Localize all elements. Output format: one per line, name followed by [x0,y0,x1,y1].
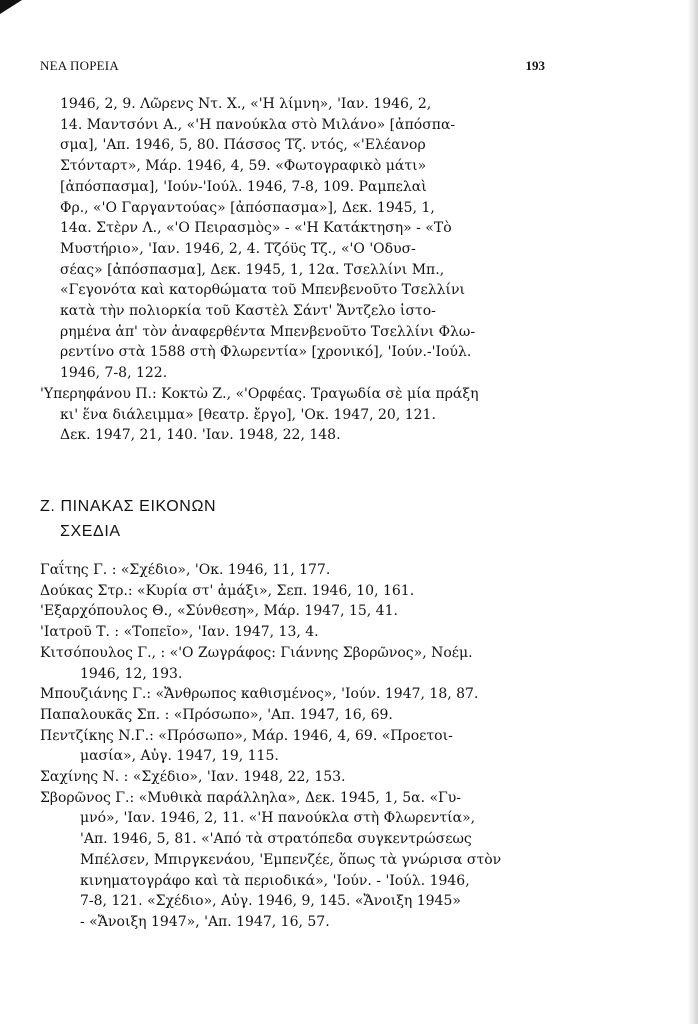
list-item [40,622,546,643]
text-line: 'Εξαρχόπουλος Θ., «Σύνθεση», Μάρ. 1947, 15, 41. [40,603,398,620]
text-line: μασία», Αὐγ. 1947, 19, 115. [80,748,279,765]
translator-entry [40,384,546,446]
continuation-paragraph [60,94,546,384]
text-line: Μυστήριο», 'Ιαν. 1946, 2, 4. Τζόϋς Τζ., «'Ο 'Οδυσ- [60,240,416,257]
illustrations-index [40,560,546,933]
text-line: Στόνταρτ», Μάρ. 1946, 4, 59. «Φωτογραφικὸ μάτι» [60,158,427,175]
list-item [40,684,546,705]
text-line: Δεκ. 1947, 21, 140. 'Ιαν. 1948, 22, 148. [60,427,341,444]
text-line: σμα], 'Απ. 1946, 5, 80. Πάσσος Τζ. ντός, «'Ελέανορ [60,137,426,154]
text-line: Σαχίνης Ν. : «Σχέδιο», 'Ιαν. 1948, 22, 153. [40,769,346,786]
page-corner-mark [0,0,22,14]
text-line: «Γεγονότα καὶ κατορθώματα τοῦ Μπενβενοῦτο Τσελλίνι [60,282,465,299]
text-line: Παπαλουκᾶς Σπ. : «Πρόσωπο», 'Απ. 1947, 16, 69. [40,706,393,723]
text-line: 1946, 2, 9. Λῶρενς Ντ. Χ., «'Η λίμνη», 'Ιαν. 1946, 2, [60,96,432,112]
list-item [40,726,546,767]
text-line: Σβορῶνος Γ.: «Μυθικὰ παράλληλα», Δεκ. 1945, 1, 5α. «Γυ- [40,789,462,806]
text-line: 1946, 12, 193. [80,665,183,682]
continuation-text [40,94,546,446]
text-line: Μπουζιάνης Γ.: «Ἄνθρωπος καθισμένος», 'Ιούν. 1947, 18, 87. [40,686,479,703]
text-line: ρεντίνο στὰ 1588 στὴ Φλωρεντία» [χρονικό], 'Ιούν.-'Ιούλ. [60,344,472,361]
text-line: κινηματογράφο καὶ τὰ περιοδικά», 'Ιούν. - 'Ιούλ. 1946, [80,872,470,889]
list-item [40,705,546,726]
text-line: Γαΐτης Γ. : «Σχέδιο», 'Οκ. 1946, 11, 177. [40,562,331,578]
section-heading [40,494,440,544]
text-line: - «Ἄνοιξη 1947», 'Απ. 1947, 16, 57. [80,913,330,930]
text-line: Κιτσόπουλος Γ., : «'Ο Ζωγράφος: Γιάννης Σβορῶνος», Νοέμ. [40,644,473,661]
page-number: 193 [525,58,545,73]
page-header [40,58,545,78]
text-line: 14α. Στὲρν Λ., «'Ο Πειρασμὸς» - «'Η Κατάκτηση» - «Τὸ [60,220,452,237]
text-line: κι' ἕνα διάλειμμα» [θεατρ. ἔργο], 'Οκ. 1947, 20, 121. [60,406,436,423]
list-item [40,581,546,602]
list-item [40,788,546,933]
section-title: Ζ. ΠΙΝΑΚΑΣ ΕΙΚΟΝΩΝ [40,498,217,515]
list-item [40,643,546,684]
section-subtitle: ΣΧΕΔΙΑ [60,523,121,540]
page-edge-shadow [688,0,698,1024]
text-line: 'Υπερηφάνου Π.: Κοκτὼ Ζ., «'Ορφέας. Τραγωδία σὲ μία πράξη [40,385,479,402]
text-line: 1946, 7-8, 122. [60,365,168,382]
text-line: σέας» [ἀπόσπασμα], Δεκ. 1945, 1, 12α. Τσελλίνι Μπ., [60,261,445,278]
text-line: Μπέλσεν, Μπιργκενάου, 'Εμπενζέε, ὅπως τὰ γνώρισα στὸν [80,851,502,868]
text-line: Φρ., «'Ο Γαργαντούας» [ἀπόσπασμα»], Δεκ. 1945, 1, [60,199,435,216]
list-item [40,560,546,581]
list-item [40,767,546,788]
text-line: 'Απ. 1946, 5, 81. «'Από τὰ στρατόπεδα συγκεντρώσεως [80,831,472,848]
running-title: ΝΕΑ ΠΟΡΕΙΑ [40,58,119,73]
text-line: 'Ιατροῦ Τ. : «Τοπεῖο», 'Ιαν. 1947, 13, 4. [40,624,319,641]
list-item [40,601,546,622]
text-line: 14. Μαντσόνι Α., «'Η πανούκλα στὸ Μιλάνο» [ἀπόσπα- [60,116,456,133]
text-line: [ἀπόσπασμα], 'Ιούν-'Ιούλ. 1946, 7-8, 109. Ραμπελαὶ [60,178,427,195]
text-line: ρημένα ἀπ' τὸν ἀναφερθέντα Μπενβενοῦτο Τσελλίνι Φλω- [60,323,476,340]
text-line: κατὰ τὴν πολιορκία τοῦ Καστὲλ Σάντ' Ἄντζελο ἱστο- [60,303,436,320]
text-line: Δούκας Στρ.: «Κυρία στ' ἁμάξι», Σεπ. 1946, 10, 161. [40,582,415,599]
text-line: Πεντζίκης Ν.Γ.: «Πρόσωπο», Μάρ. 1946, 4, 69. «Προετοι- [40,727,453,744]
text-line: μνό», 'Ιαν. 1946, 2, 11. «'Η πανούκλα στὴ Φλωρεντία», [80,810,476,827]
text-line: 7-8, 121. «Σχέδιο», Αὐγ. 1946, 9, 145. «Ἄνοιξη 1945» [80,893,461,910]
